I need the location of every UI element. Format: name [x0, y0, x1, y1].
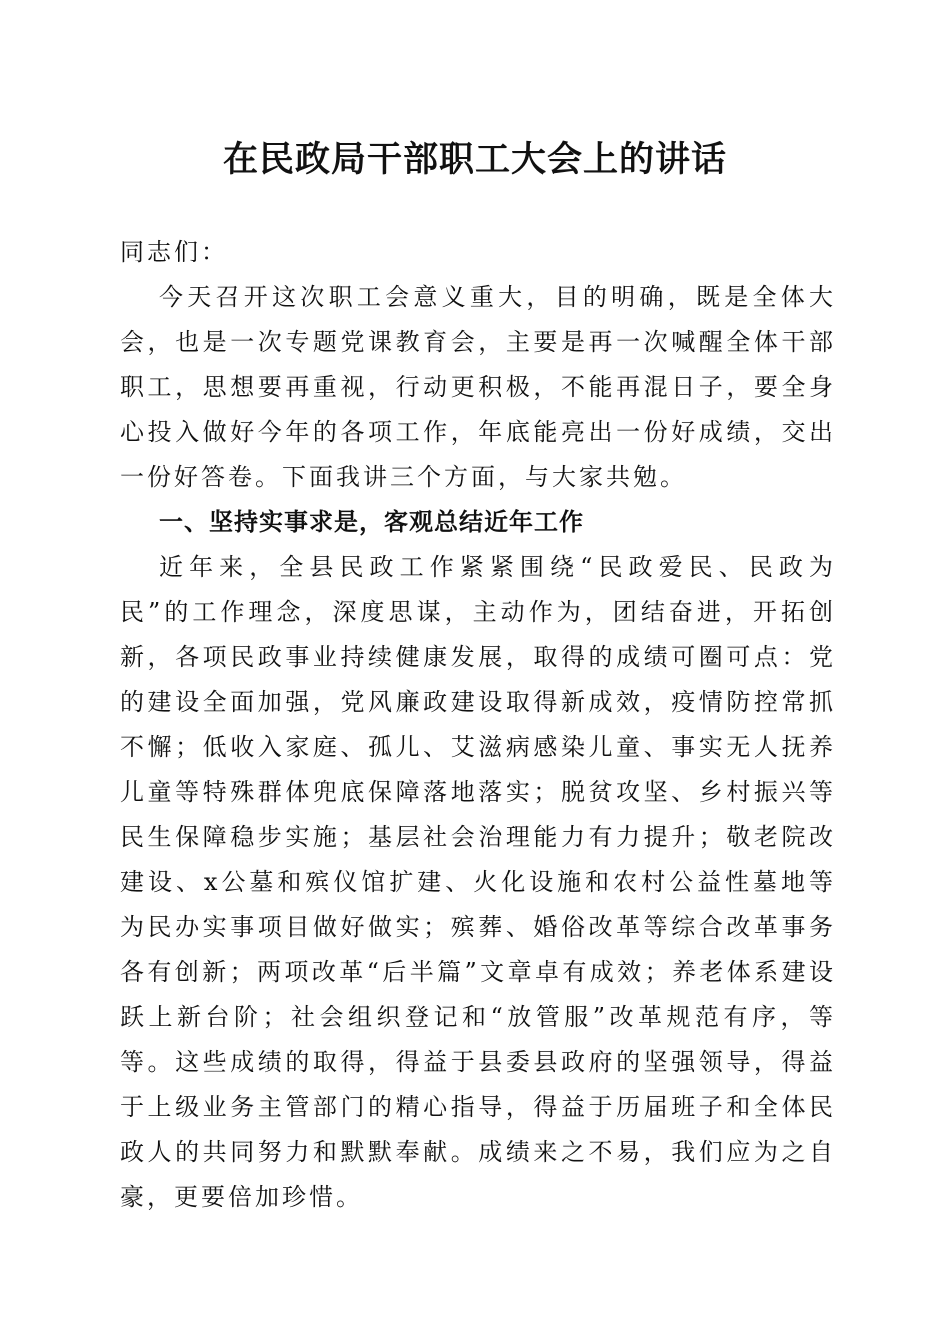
- page-title: 在民政局干部职工大会上的讲话: [222, 139, 727, 180]
- salutation: 同志们：: [120, 238, 228, 266]
- intro-paragraph: 今天召开这次职工会意义重大，目的明确，既是全体大会，也是一次专题党课教育会，主要是再一次喊醒全体干部职工，思想要再重视，行动更积极，不能再混日子，要全身心投入做好今年的各项工作，年底能亮出一份好成绩，交出一份好答卷。下面我讲三个方面，与大家共勉。: [120, 283, 836, 491]
- section-paragraph: 近年来，全县民政工作紧紧围绕“民政爱民、民政为民”的工作理念，深度思谋，主动作为，团结奋进，开拓创新，各项民政事业持续健康发展，取得的成绩可圈可点：党的建设全面加强，党风廉政建设取得新成效，疫情防控常抓不懈；低收入家庭、孤儿、艾滋病感染儿童、事实无人抚养儿童等特殊群体兜底保障落地落实；脱贫攻坚、乡村振兴等民生保障稳步实施；基层社会治理能力有力提升；敬老院改建设、x公墓和殡仪馆扩建、火化设施和农村公益性墓地等为民办实事项目做好做实；殡葬、婚俗改革等综合改革事务各有创新；两项改革“后半篇”文章卓有成效；养老体系建设跃上新台阶；社会组织登记和“放管服”改革规范有序，等等。这些成绩的取得，得益于县委县政府的坚强领导，得益于上级业务主管部门的精心指导，得益于历届班子和全体民政人的共同努力和默默奉献。成绩来之不易，我们应为之自豪，更要倍加珍惜。: [120, 553, 836, 1211]
- document-body: [120, 230, 836, 1220]
- section-heading: 一、坚持实事求是，客观总结近年工作: [159, 508, 584, 536]
